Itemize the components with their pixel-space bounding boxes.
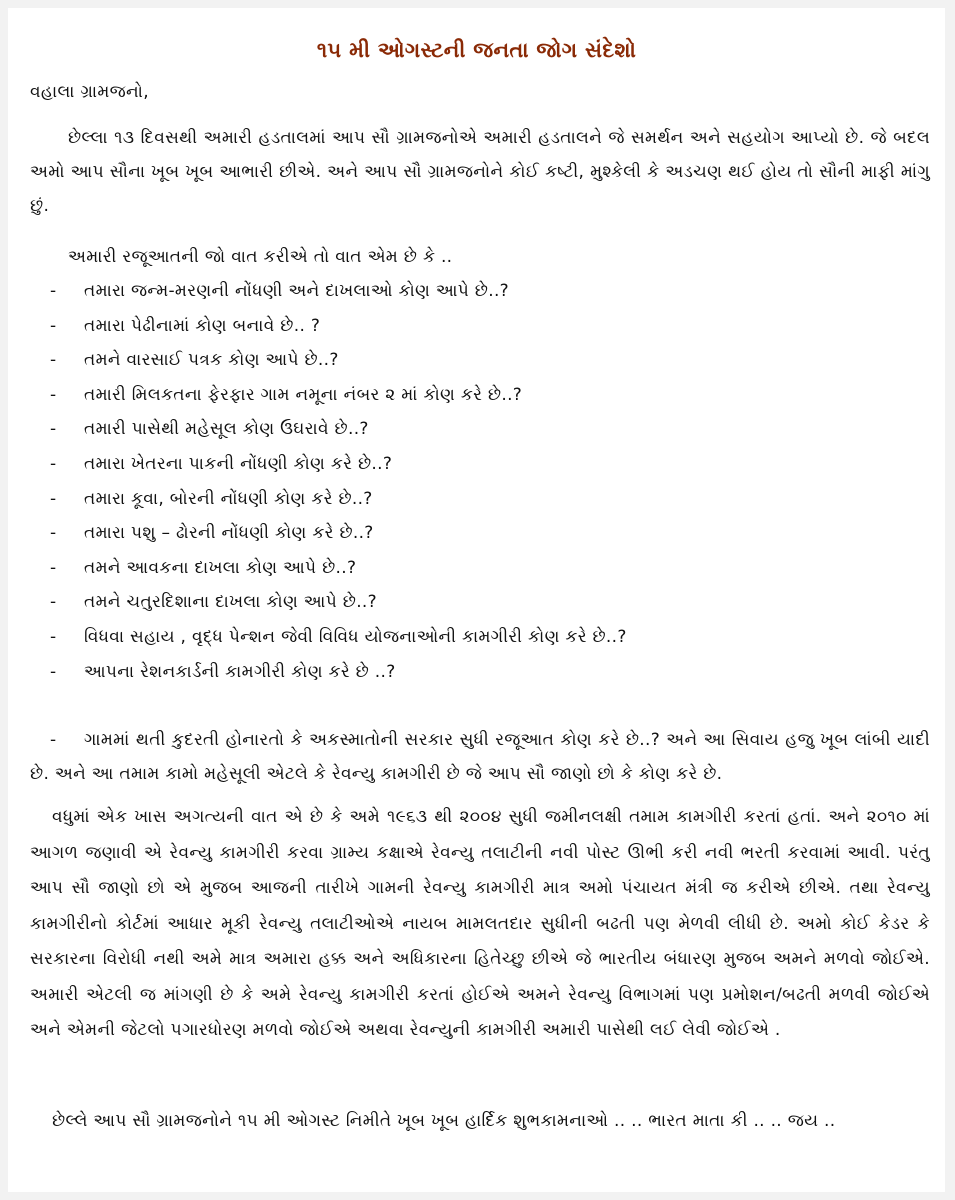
bullet-dash: - bbox=[50, 384, 57, 405]
document-page bbox=[8, 8, 945, 1192]
list-item-text: તમને વારસાઈ પત્રક કોણ આપે છે..? bbox=[84, 350, 339, 371]
bullet-dash: - bbox=[50, 488, 57, 509]
list-item bbox=[30, 655, 930, 690]
list-item-text: તમારા પશુ – ઢોરની નોંધણી કોણ કરે છે..? bbox=[84, 523, 374, 544]
bullet-dash: - bbox=[50, 350, 57, 371]
list-item bbox=[30, 447, 930, 482]
list-item-text: તમારા જન્મ-મરણની નોંધણી અને દાખલાઓ કોણ આપે છે..? bbox=[84, 281, 509, 301]
list-item-text: વિધવા સહાય , વૃદ્ધ પેન્શન જેવી વિવિધ યોજનાઓની કામગીરી કોણ કરે છે..? bbox=[84, 626, 627, 647]
list-item bbox=[30, 482, 930, 517]
list-item bbox=[30, 516, 930, 551]
paragraph-thanks: છેલ્લા ૧૩ દિવસથી અમારી હડતાલમાં આપ સૌ ગ્રામજનોએ અમારી હડતાલને જે સમર્થન અને સહયોગ આપ્યો છે. જે બદલ અમો આપ સૌના ખૂબ ખૂબ આભારી છીએ. અને આપ સૌ ગ્રામજનોને કોઈ કષ્ટી, મુશ્કેલી કે અડચણ થઈ હોય તો સૌની માફી માંગુ છું. bbox=[30, 128, 930, 216]
list-item bbox=[30, 551, 930, 586]
bullet-dash: - bbox=[50, 557, 57, 578]
list-item-text: તમને આવકના દાખલા કોણ આપે છે..? bbox=[84, 557, 357, 578]
list-item-text: ગામમાં થતી કુદરતી હોનારતો કે અકસ્માતોની સરકાર સુધી રજૂઆત કોણ કરે છે..? અને આ સિવાય હજુ ખૂબ લાંબી યાદી છે. અને આ તમામ કામો મહેસૂલી એટલે કે રેવન્યુ કામગીરી છે જે આપ સૌ જાણો છો કે કોણ કરે છે. bbox=[30, 730, 930, 784]
bullet-dash: - bbox=[50, 626, 57, 647]
list-item bbox=[30, 620, 930, 655]
bullet-dash: - bbox=[50, 730, 57, 750]
paragraph-intro: અમારી રજૂઆતની જો વાત કરીએ તો વાત એમ છે કે .. bbox=[68, 247, 453, 267]
list-item bbox=[30, 585, 930, 620]
bullet-dash: - bbox=[50, 523, 57, 544]
bullet-dash: - bbox=[50, 453, 57, 474]
paragraph-demands: વધુમાં એક ખાસ અગત્યની વાત એ છે કે અમે ૧૯૬૩ થી ૨૦૦૪ સુધી જમીનલક્ષી તમામ કામગીરી કરતાં હતાં. અને ૨૦૧૦ માં આગળ જણાવી એ રેવન્યુ કામગીરી કરવા ગ્રામ્ય કક્ષાએ રેવન્યુ તલાટીની નવી પોસ્ટ ઊભી કરી નવી ભરતી કરવામાં આવી. પરંતુ આપ સૌ જાણો છો એ મુજબ આજની તારીખે ગામની રેવન્યુ કામગીરી માત્ર અમો પંચાયત મંત્રી જ કરીએ છીએ. તથા રેવન્યુ કામગીરીનો કોર્ટમાં આધાર મૂકી રેવન્યુ તલાટીઓએ નાયબ મામલતદાર સુધીની બઢતી પણ મેળવી લીધી છે. અમો કોઈ કેડર કે સરકારના વિરોધી નથી અમે માત્ર અમારા હક્ક અને અધિકારના હિતેચ્છુ છીએ જે ભારતીય બંધારણ મુજબ અમને મળવો જોઈએ. અમારી એટલી જ માંગણી છે કે અમે રેવન્યુ કામગીરી કરતાં હોઈએ અમને રેવન્યુ વિભાગમાં પણ પ્રમોશન/બઢતી મળવી જોઈએ અને એમની જેટલો પગારધોરણ મળવો જોઈએ અથવા રેવન્યુની કામગીરી અમારી પાસેથી લઈ લેવી જોઈએ . bbox=[30, 807, 930, 1040]
page-title: ૧૫ મી ઓગસ્ટની જનતા જોગ સંદેશો bbox=[316, 38, 637, 62]
list-item-text: તમારા કૂવા, બોરની નોંધણી કોણ કરે છે..? bbox=[84, 488, 373, 509]
paragraph-closing: છેલ્લે આપ સૌ ગ્રામજનોને ૧૫ મી ઓગસ્ટ નિમીતે ખૂબ ખૂબ હાર્દિક શુભકામનાઓ .. .. ભારત માતા કી .. .. જય .. bbox=[52, 1111, 836, 1131]
salutation: વહાલા ગ્રામજનો, bbox=[30, 82, 149, 102]
list-item bbox=[30, 343, 930, 378]
list-item-text: તમારા પેઢીનામાં કોણ બનાવે છે.. ? bbox=[84, 315, 321, 336]
bullet-dash: - bbox=[50, 281, 57, 301]
list-item-text: તમારી મિલકતના ફેરફાર ગામ નમૂના નંબર ૨ માં કોણ કરે છે..? bbox=[84, 384, 523, 405]
list-item-text: તમારા ખેતરના પાકની નોંધણી કોણ કરે છે..? bbox=[84, 453, 393, 474]
list-item bbox=[30, 378, 930, 413]
bullet-dash: - bbox=[50, 419, 57, 440]
list-item-text: આપના રેશનકાર્ડની કામગીરી કોણ કરે છે ..? bbox=[84, 661, 396, 682]
list-item-text: તમને ચતુરદિશાના દાખલા કોણ આપે છે..? bbox=[84, 592, 377, 613]
list-item bbox=[30, 274, 930, 309]
bullet-dash: - bbox=[50, 661, 57, 682]
bullet-dash: - bbox=[50, 592, 57, 613]
list-item-last bbox=[30, 723, 930, 791]
bullet-dash: - bbox=[50, 315, 57, 336]
question-list bbox=[30, 274, 930, 689]
list-item bbox=[30, 309, 930, 344]
list-item bbox=[30, 412, 930, 447]
list-item-text: તમારી પાસેથી મહેસૂલ કોણ ઉઘરાવે છે..? bbox=[84, 419, 369, 440]
